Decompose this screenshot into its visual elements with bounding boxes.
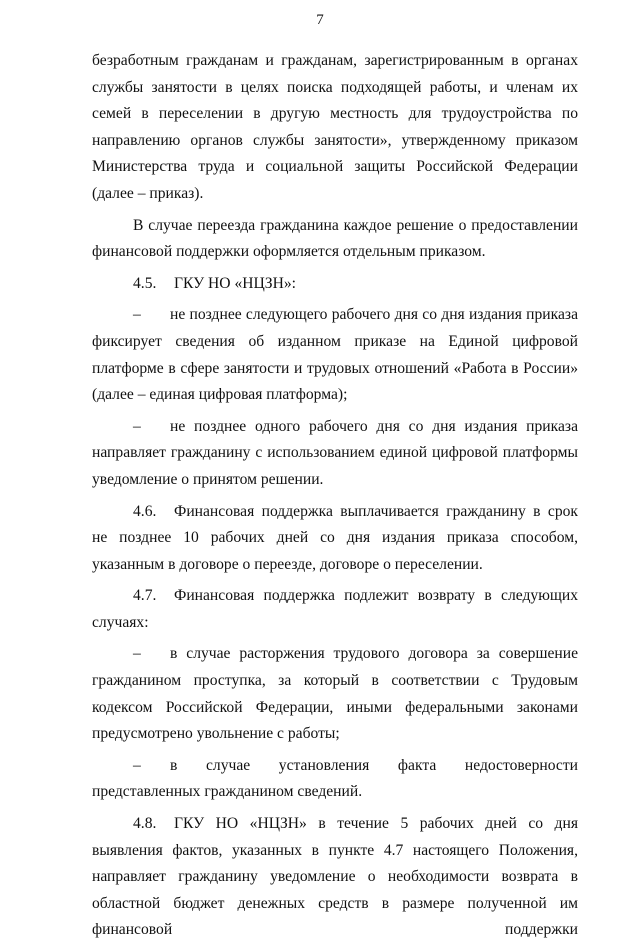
list-dash: – [133, 756, 141, 774]
list-item-false-information: – в случае установления факта недостоверности представленных гражданином сведений. [92, 753, 578, 806]
paragraph-relocation-decision: В случае переезда гражданина каждое решение о предоставлении финансовой поддержки оформляется отдельным приказом. [92, 216, 578, 261]
page-number: 7 [316, 12, 324, 28]
list-dash: – [133, 645, 141, 663]
list-item-notification: – не позднее одного рабочего дня со дня издания приказа направляет гражданину с использованием единой цифровой платформы уведомление о принятом решении. [92, 414, 578, 494]
clause-number: 4.7. [133, 587, 157, 605]
clause-number: 4.8. [133, 815, 157, 833]
clause-4-6: 4.6. Финансовая поддержка выплачивается гражданину в срок не позднее 10 рабочих дней со дня издания приказа способом, указанным в договоре о переезде, договоре о переселении. [92, 499, 578, 579]
clause-number: 4.6. [133, 502, 157, 520]
clause-4-8: 4.8. ГКУ НО «НЦЗН» в течение 5 рабочих дней со дня выявления фактов, указанных в пункте 4.7 настоящего Положения, направляет гражданину уведомление о необходимости возврата в областной бюджет денежных средств в размере полученной им финансовой поддержки [92, 811, 578, 944]
list-item-platform-record: – не позднее следующего рабочего дня со дня издания приказа фиксирует сведения об изданном приказе на Единой цифровой платформе в сфере занятости и трудовых отношений «Работа в России» (далее – единая цифровая платформа); [92, 302, 578, 408]
list-dash: – [133, 306, 141, 324]
list-item-contract-termination: – в случае расторжения трудового договора за совершение гражданином проступка, за который в соответствии с Трудовым кодексом Российской Федерации, иными федеральными законами предусмотрено увольнение с работы; [92, 641, 578, 747]
clause-4-7: 4.7. Финансовая поддержка подлежит возврату в следующих случаях: [92, 583, 578, 636]
document-body [92, 48, 578, 944]
clause-number: 4.5. [133, 274, 157, 292]
clause-4-5: 4.5. ГКУ НО «НЦЗН»: [92, 271, 578, 298]
list-dash: – [133, 417, 141, 435]
paragraph-continuation: безработным гражданам и гражданам, зарегистрированным в органах службы занятости в целях поиска подходящей работы, и членам их семей в переселении в другую местность для трудоустройства по направлению органов службы занятости», утвержденному приказом Министерства труда и социальной защиты Российской Федерации (далее – приказ). [92, 52, 578, 202]
